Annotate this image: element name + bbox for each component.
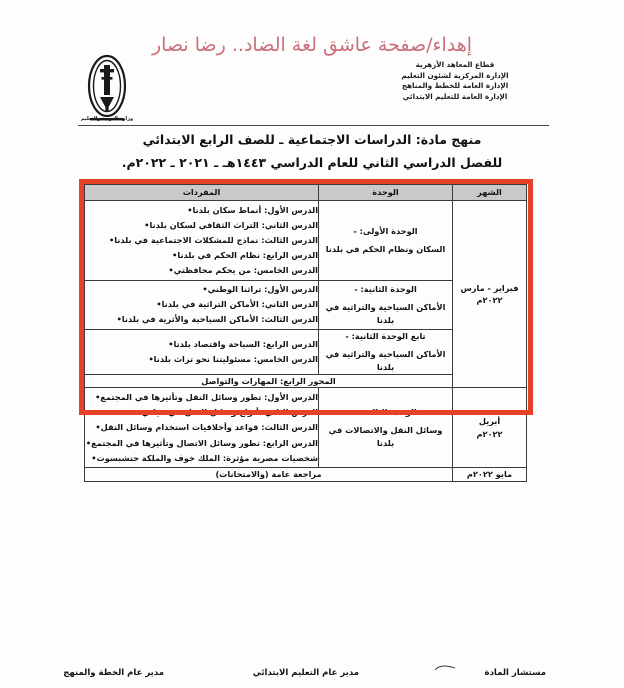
footer-signatures <box>60 646 564 680</box>
axis-cell: المحور الرابع: المهارات والتواصل <box>85 374 453 388</box>
page-subtitle: للفصل الدراسي الثاني للعام الدراسي ١٤٤٣هـ ـ ٢٠٢١ ـ ٢٠٢٢م. <box>121 155 503 170</box>
lesson-item: الدرس الأول: أنماط سكان بلدنا• <box>187 204 318 215</box>
unit-subtitle-3: وسائل النقل والاتصالات في بلدنا <box>328 425 443 449</box>
table-header-row <box>85 185 527 201</box>
ministry-header-lines <box>365 60 545 102</box>
table-row <box>85 388 527 468</box>
lesson-item: الدرس الثالث: قواعد وأخلاقيات استخدام وسائل النقل• <box>95 422 318 433</box>
column-header-items: المفردات <box>85 185 319 201</box>
ministry-line-1: قطاع المعاهد الأزهرية <box>415 60 495 69</box>
unit-cell-2-cont <box>319 329 453 374</box>
lesson-item: الدرس الأول: تطور وسائل النقل وتأثيرها في المجتمع• <box>95 391 318 402</box>
lesson-item: الدرس الخامس: مسئوليتنا نحو تراث بلدنا• <box>148 353 318 364</box>
items-cell-2-cont <box>85 329 319 374</box>
curriculum-table-wrapper <box>85 184 527 482</box>
items-cell-2 <box>85 280 319 329</box>
signature-label-primary-education-director: مدير عام التعليم الابتدائي <box>252 668 359 678</box>
lesson-item: الدرس الرابع: نظام الحكم في بلدنا• <box>172 250 318 261</box>
lesson-item: الدرس الخامس: من يحكم محافظتي• <box>168 265 318 276</box>
signature-label-plan-curriculum-director: مدير عام الخطة والمنهج <box>63 668 164 678</box>
letterhead <box>0 50 624 128</box>
dedication-text: إهداء/صفحة عاشق لغة الضاد.. رضا نصار <box>151 34 472 56</box>
column-header-month: الشهر <box>453 185 527 201</box>
ministry-line-4: الإدارة العامة للتعليم الابتدائي <box>402 91 508 101</box>
unit-title-3: الوحدة الثالثة: - <box>354 406 417 417</box>
month-label-line2: ٢٠٢٢م <box>476 428 503 439</box>
month-cell-april <box>453 388 527 468</box>
page-title: منهج مادة: الدراسات الاجتماعية ـ للصف الرابع الابتدائي <box>142 132 482 147</box>
month-cell-feb-mar <box>453 201 527 388</box>
handwritten-signature-mark-icon <box>434 664 456 672</box>
ministry-logo-icon <box>78 53 136 125</box>
table-row <box>85 201 527 281</box>
review-cell: مراجعة عامة (والامتحانات) <box>85 467 453 481</box>
month-cell-may: مايو ٢٠٢٢م <box>453 467 527 481</box>
month-label-line2: ٢٠٢٢م <box>476 295 503 306</box>
ministry-line-3: الإدارة العامة للخطط والمناهج <box>401 81 509 90</box>
lesson-item: الدرس الأول: تراثنا الوطني• <box>202 284 318 295</box>
month-label-line1: أبريل <box>478 415 501 426</box>
items-cell-1 <box>85 201 319 281</box>
unit-title-2-cont: تابع الوحدة الثانية: - <box>345 330 426 341</box>
table-row <box>85 467 527 481</box>
lesson-item: الدرس الثاني: التراث الثقافي لسكان بلدنا• <box>144 219 318 230</box>
lesson-item: شخصيات مصرية مؤثرة: الملك خوف والملكة حتشبسوت• <box>91 452 318 463</box>
column-header-unit: الوحدة <box>319 185 453 201</box>
month-label-line1: فبراير - مارس <box>460 282 519 293</box>
header-divider <box>78 125 549 126</box>
ministry-line-2: الإدارة المركزية لشئون التعليم <box>401 70 509 80</box>
lesson-item: الدرس الثالث: نماذج للمشكلات الاجتماعية في بلدنا• <box>108 234 318 245</box>
lesson-item: الدرس الثالث: الأماكن السياحية والأثرية في بلدنا• <box>116 314 318 325</box>
lesson-item: الدرس الثاني: الأماكن التراثية في بلدنا• <box>156 299 318 310</box>
unit-cell-1 <box>319 201 453 281</box>
lesson-item: الدرس الثاني: أنواع وسائل النقل في حياتي• <box>136 407 318 418</box>
unit-subtitle-2: الأماكن السياحية والتراثية في بلدنا <box>325 302 446 325</box>
unit-subtitle-1: السكان ونظام الحكم في بلدنا <box>325 244 446 255</box>
unit-cell-3 <box>319 388 453 468</box>
unit-subtitle-2-cont: الأماكن السياحية والتراثية في بلدنا <box>325 349 446 373</box>
signature-label-subject-advisor: مستشار المادة <box>484 668 546 678</box>
items-cell-3 <box>85 388 319 468</box>
curriculum-table <box>84 184 527 482</box>
unit-title-2: الوحدة الثانية: - <box>354 283 417 294</box>
unit-title-1: الوحدة الأولى: - <box>353 225 418 236</box>
lesson-item: الدرس الرابع: تطور وسائل الاتصال وتأثيرها في المجتمع• <box>85 437 318 448</box>
lesson-item: الدرس الرابع: السياحة واقتصاد بلدنا• <box>168 338 318 349</box>
logo-caption: وزارة التربية والتعليم <box>80 116 134 122</box>
unit-cell-2 <box>319 280 453 329</box>
